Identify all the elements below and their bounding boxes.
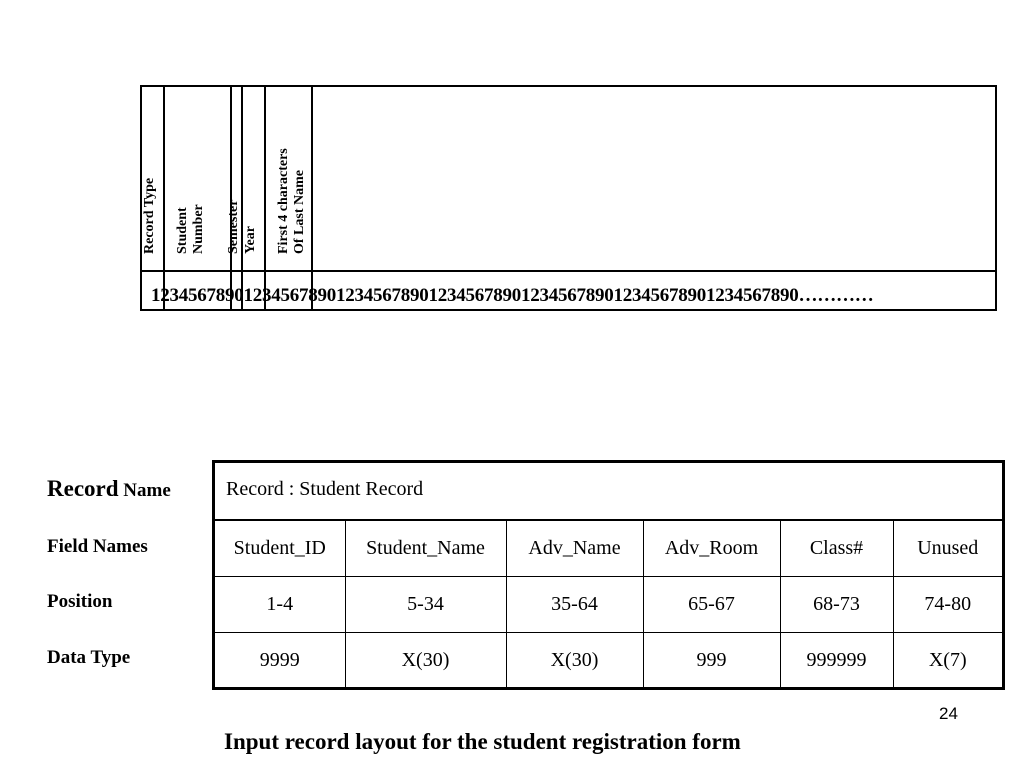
chart-header-divider — [140, 270, 997, 272]
name-label-word: Name — [118, 480, 171, 501]
chart-column-divider — [163, 85, 165, 311]
field-name-cell: Adv_Room — [643, 521, 780, 577]
chart-column-divider — [241, 85, 243, 311]
chart-bottom-border — [140, 309, 997, 311]
data-type-row — [215, 633, 1002, 689]
record-name-text: Record : Student Record — [226, 478, 424, 500]
figure-caption: Input record layout for the student registration form — [224, 729, 741, 754]
header-last-name-line1: First 4 characters — [276, 148, 291, 254]
header-record-type: Record Type — [142, 177, 157, 254]
record-layout-table — [212, 460, 1005, 690]
position-cell: 35-64 — [506, 577, 643, 633]
record-label-word: Record — [47, 476, 119, 501]
field-names-label: Field Names — [47, 536, 148, 557]
page-number: 24 — [939, 704, 958, 723]
position-row — [215, 577, 1002, 633]
position-cell: 74-80 — [893, 577, 1002, 633]
position-label: Position — [47, 591, 113, 612]
record-name-label — [47, 476, 171, 502]
data-type-label: Data Type — [47, 647, 131, 668]
field-names-row — [215, 521, 1002, 577]
position-cell: 1-4 — [215, 577, 345, 633]
position-cell: 68-73 — [780, 577, 893, 633]
header-semester: Semester — [226, 199, 241, 254]
field-name-cell: Student_Name — [345, 521, 506, 577]
data-type-cell: 999999 — [780, 633, 893, 689]
data-type-cell: 9999 — [215, 633, 345, 689]
field-table — [215, 520, 1002, 689]
header-year: Year — [243, 226, 258, 254]
header-student-number-line2: Number — [191, 204, 206, 254]
chart-column-divider — [311, 85, 313, 311]
field-name-cell: Class# — [780, 521, 893, 577]
header-student-number-line1: Student — [175, 207, 190, 254]
chart-column-divider — [230, 85, 232, 311]
data-type-cell: X(30) — [345, 633, 506, 689]
position-number-ruler: 1234567890123456789012345678901234567890123456789012345678901234567890………… — [151, 285, 874, 306]
data-type-cell: X(30) — [506, 633, 643, 689]
header-last-name-line2: Of Last Name — [292, 170, 307, 254]
chart-top-border — [140, 85, 997, 87]
chart-right-border — [995, 85, 997, 311]
chart-column-divider — [264, 85, 266, 311]
field-name-cell: Unused — [893, 521, 1002, 577]
data-type-cell: X(7) — [893, 633, 1002, 689]
field-name-cell: Adv_Name — [506, 521, 643, 577]
data-type-cell: 999 — [643, 633, 780, 689]
field-name-cell: Student_ID — [215, 521, 345, 577]
record-layout-chart — [140, 85, 997, 311]
position-cell: 5-34 — [345, 577, 506, 633]
record-name-cell — [215, 463, 1002, 520]
position-cell: 65-67 — [643, 577, 780, 633]
